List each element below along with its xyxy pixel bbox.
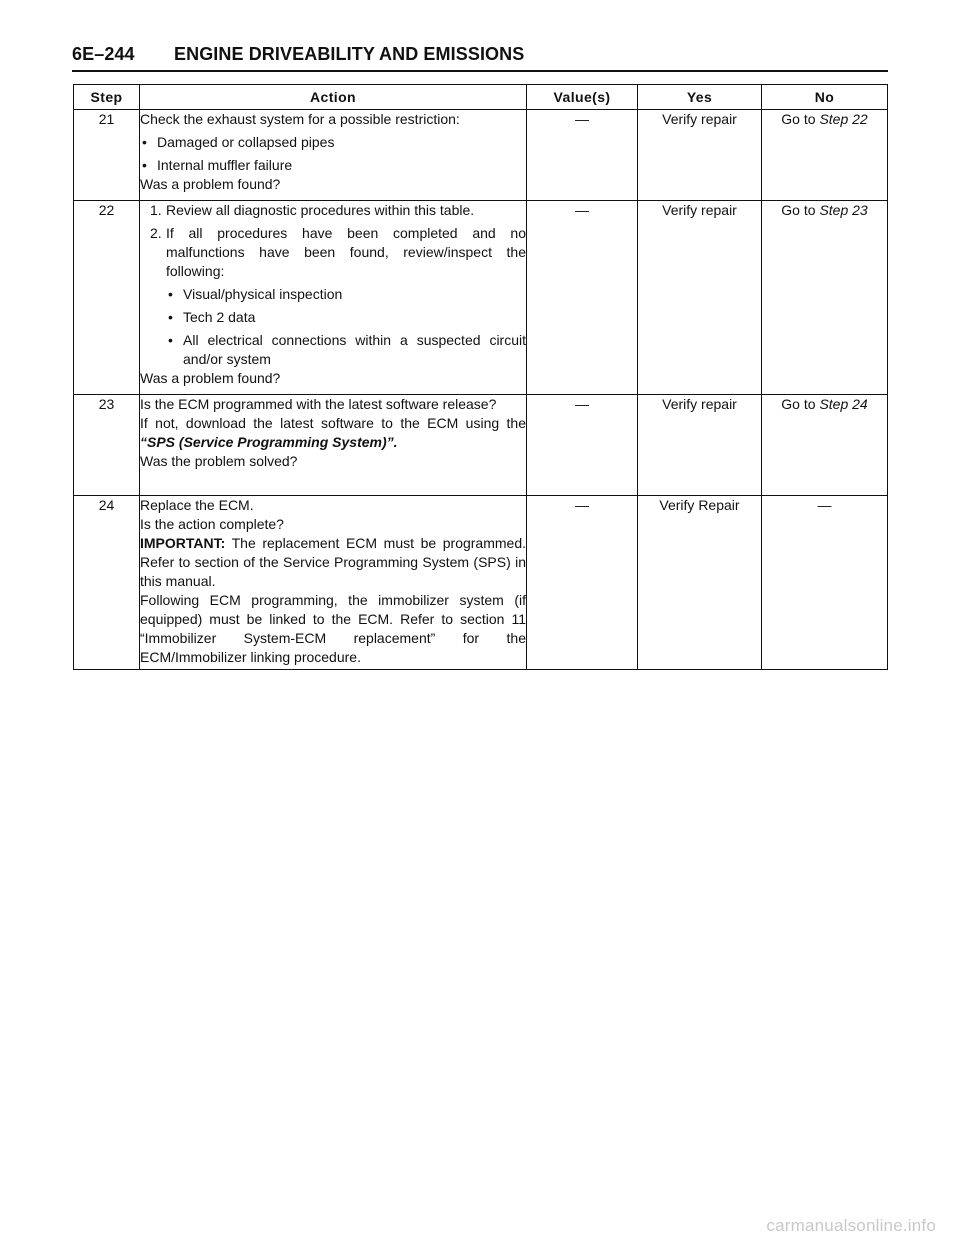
col-header-action: Action bbox=[140, 85, 527, 110]
table-row bbox=[74, 110, 888, 201]
table-row bbox=[74, 201, 888, 395]
action-cell bbox=[140, 201, 527, 395]
action-question: Was the problem solved? bbox=[140, 453, 298, 469]
list-item: • Visual/physical inspection bbox=[140, 285, 526, 304]
step-link[interactable]: Step 23 bbox=[819, 202, 868, 218]
no-prefix: Go to bbox=[781, 111, 820, 127]
action-line: Is the ECM programmed with the latest software release? bbox=[140, 396, 497, 412]
col-header-values: Value(s) bbox=[527, 85, 638, 110]
values-cell: — bbox=[527, 201, 638, 395]
step-number: 22 bbox=[74, 201, 140, 395]
yes-cell: Verify Repair bbox=[638, 496, 762, 670]
action-question: Was a problem found? bbox=[140, 370, 281, 386]
no-cell bbox=[762, 201, 888, 395]
yes-cell: Verify repair bbox=[638, 110, 762, 201]
table-row bbox=[74, 395, 888, 496]
action-line: Following ECM programming, the immobilizer system (if equipped) must be linked to the ECM. Refer to section 11 “Immobilizer System-ECM replacement” for the ECM/Immobilizer linking procedure. bbox=[140, 592, 526, 665]
step-link[interactable]: Step 24 bbox=[819, 396, 868, 412]
action-cell bbox=[140, 395, 527, 496]
action-intro: Check the exhaust system for a possible restriction: bbox=[140, 111, 460, 127]
action-cell bbox=[140, 496, 527, 670]
col-header-yes: Yes bbox=[638, 85, 762, 110]
list-item: • Internal muffler failure bbox=[140, 156, 526, 175]
action-line: If not, download the latest software to the ECM using the “SPS (Service Programming System)”. bbox=[140, 415, 526, 450]
section-title: ENGINE DRIVEABILITY AND EMISSIONS bbox=[174, 44, 525, 64]
values-cell: — bbox=[527, 496, 638, 670]
list-item: 1. Review all diagnostic procedures within this table. bbox=[150, 202, 475, 218]
step-number: 24 bbox=[74, 496, 140, 670]
table-header-row bbox=[74, 85, 888, 110]
values-cell: — bbox=[527, 110, 638, 201]
no-cell bbox=[762, 110, 888, 201]
action-line: Replace the ECM. bbox=[140, 497, 254, 513]
sps-reference: “SPS (Service Programming System)”. bbox=[140, 434, 398, 450]
diagnostic-table bbox=[73, 84, 888, 670]
list-item: • Damaged or collapsed pipes bbox=[140, 133, 526, 152]
step-link[interactable]: Step 22 bbox=[819, 111, 868, 127]
important-label: IMPORTANT: bbox=[140, 535, 226, 551]
col-header-no: No bbox=[762, 85, 888, 110]
yes-cell: Verify repair bbox=[638, 395, 762, 496]
action-line: Is the action complete? bbox=[140, 516, 284, 532]
action-question: Was a problem found? bbox=[140, 176, 281, 192]
values-cell: — bbox=[527, 395, 638, 496]
no-cell bbox=[762, 395, 888, 496]
step-number: 23 bbox=[74, 395, 140, 496]
step-number: 21 bbox=[74, 110, 140, 201]
watermark: carmanualsonline.info bbox=[766, 1216, 936, 1235]
list-item: • All electrical connections within a suspected circuit and/or system bbox=[140, 331, 526, 369]
no-cell: — bbox=[762, 496, 888, 670]
table-row bbox=[74, 496, 888, 670]
yes-cell: Verify repair bbox=[638, 201, 762, 395]
page-number: 6E–244 bbox=[72, 44, 135, 64]
list-item: • Tech 2 data bbox=[140, 308, 526, 327]
no-prefix: Go to bbox=[781, 396, 820, 412]
list-item: 2. If all procedures have been completed and no malfunctions have been found, review/inspect the following: bbox=[150, 225, 526, 279]
important-note: IMPORTANT: The replacement ECM must be programmed. Refer to section of the Service Programming System (SPS) in this manual. bbox=[140, 535, 526, 589]
page-header bbox=[72, 44, 888, 72]
action-cell bbox=[140, 110, 527, 201]
col-header-step: Step bbox=[74, 85, 140, 110]
no-prefix: Go to bbox=[781, 202, 820, 218]
